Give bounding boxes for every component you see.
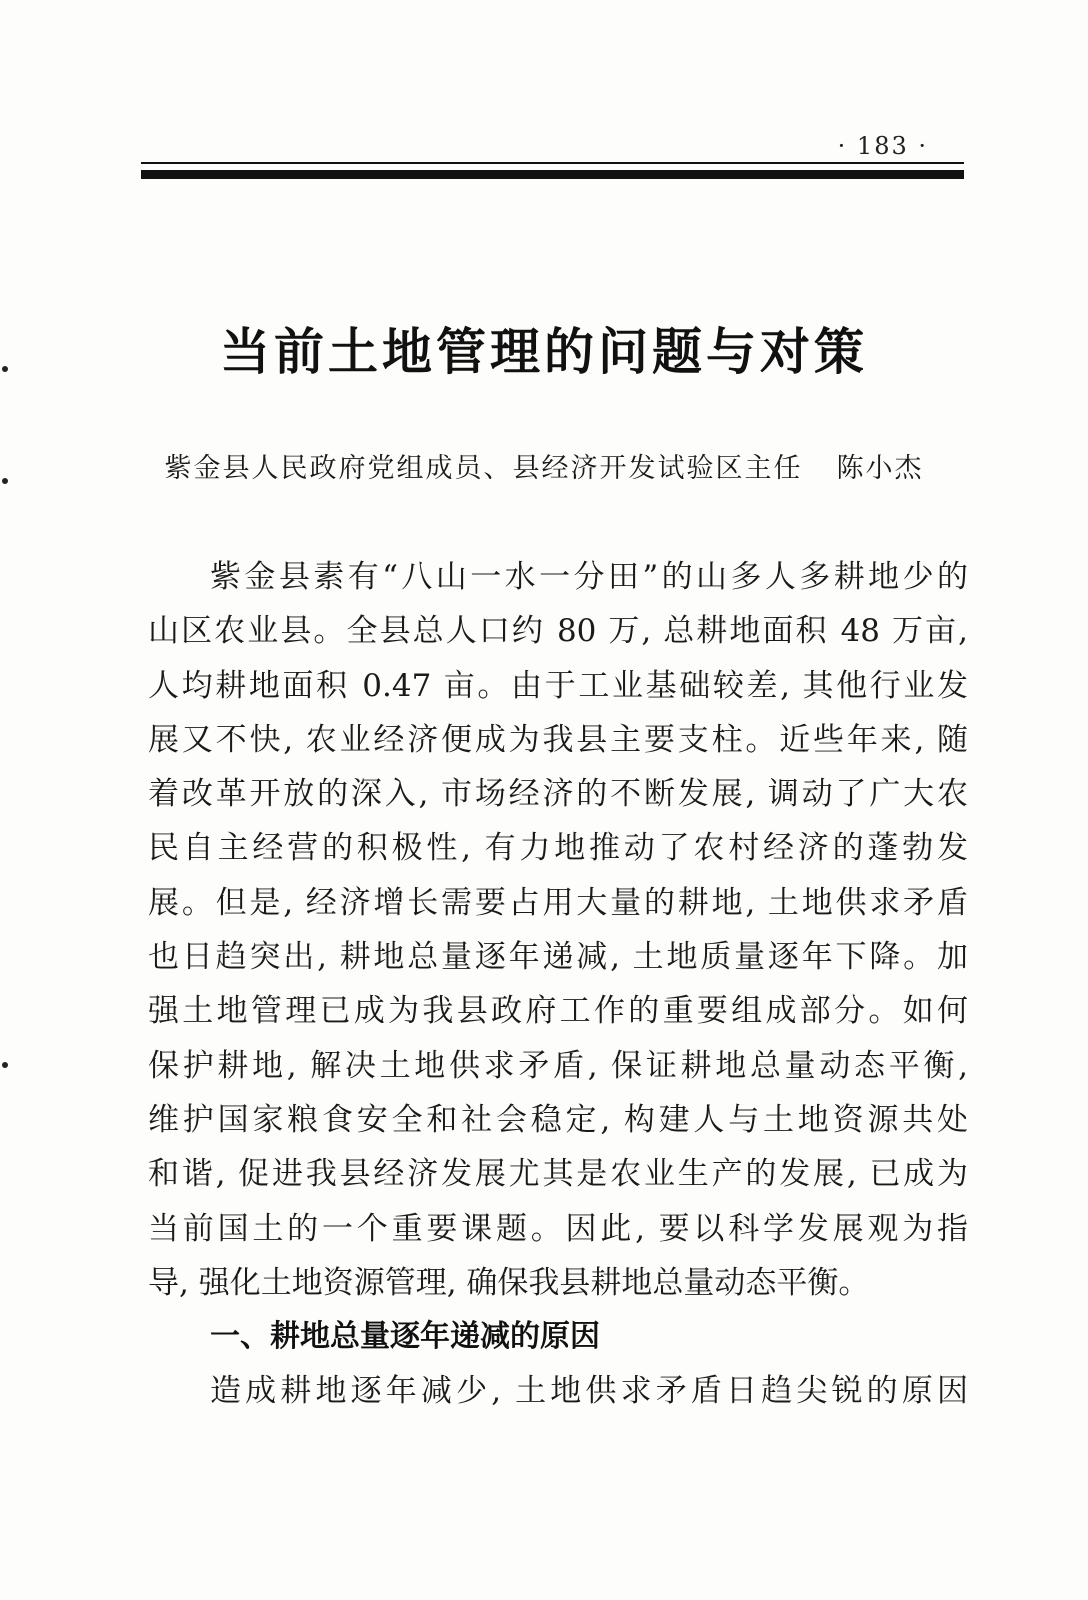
section-heading: 一、耕地总量逐年递减的原因 [210, 1319, 600, 1355]
paragraph-line: 也日趋突出, 耕地总量逐年递减, 土地质量逐年下降。加 [148, 939, 968, 976]
byline [0, 446, 1088, 485]
scan-speck [2, 1062, 8, 1068]
paragraph-line: 维护国家粮食安全和社会稳定, 构建人与土地资源共处 [148, 1101, 968, 1138]
header-rule-thin [141, 162, 964, 164]
paragraph-line: 展又不快, 农业经济便成为我县主要支柱。近些年来, 随 [148, 721, 968, 758]
author-affiliation: 紫金县人民政府党组成员、县经济开发试验区主任 [164, 453, 803, 484]
article-body [148, 550, 968, 1419]
paragraph-line: 和谐, 促进我县经济发展尤其是农业生产的发展, 已成为 [148, 1156, 968, 1193]
page-number: · 183 · [837, 132, 928, 160]
paragraph-line: 展。但是, 经济增长需要占用大量的耕地, 土地供求矛盾 [148, 884, 968, 921]
paragraph-line: 民自主经营的积极性, 有力地推动了农村经济的蓬勃发 [148, 830, 968, 867]
paragraph-line: 着改革开放的深入, 市场经济的不断发展, 调动了广大农 [148, 776, 968, 813]
paragraph-line: 紫金县素有“八山一水一分田”的山多人多耕地少的 [210, 559, 968, 595]
paragraph-line: 山区农业县。全县总人口约 80 万, 总耕地面积 48 万亩, [148, 613, 968, 650]
paragraph-line: 当前国土的一个重要课题。因此, 要以科学发展观为指 [148, 1210, 968, 1247]
paragraph-line: 强土地管理已成为我县政府工作的重要组成部分。如何 [148, 993, 968, 1030]
paragraph-line: 人均耕地面积 0.47 亩。由于工业基础较差, 其他行业发 [148, 667, 968, 704]
article-title: 当前土地管理的问题与对策 [220, 322, 868, 381]
paragraph-line: 导, 强化土地资源管理, 确保我县耕地总量动态平衡。 [148, 1264, 870, 1301]
paragraph-line: 保护耕地, 解决土地供求矛盾, 保证耕地总量动态平衡, [148, 1047, 968, 1084]
header-rule-thick [141, 170, 964, 179]
paragraph-line: 造成耕地逐年减少, 土地供求矛盾日趋尖锐的原因 [210, 1373, 968, 1410]
author-name: 陈小杰 [836, 453, 924, 484]
